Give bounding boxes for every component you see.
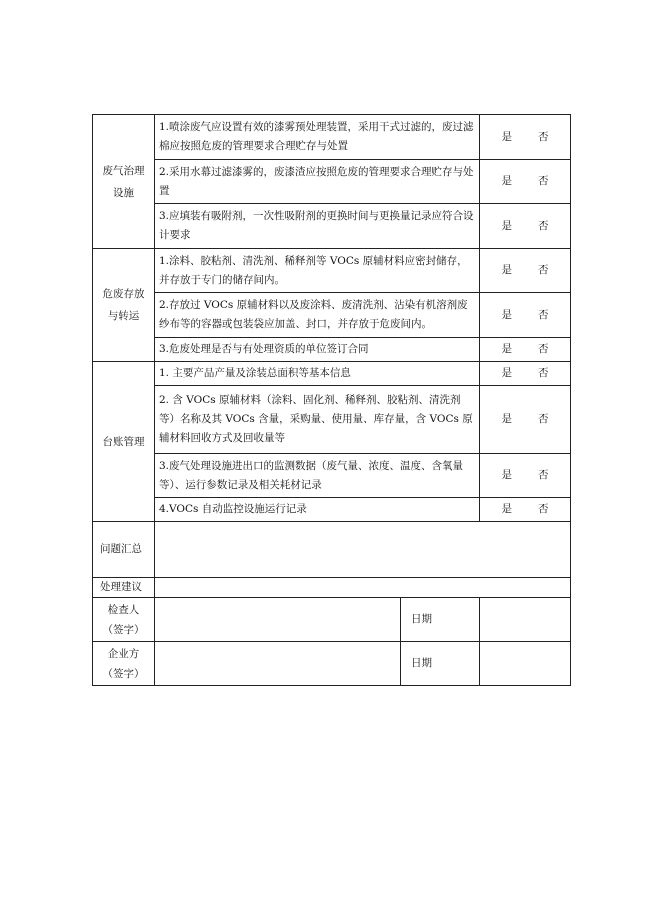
- category-exhaust-treatment: 废气治理 设施: [93, 115, 155, 249]
- suggestion-field[interactable]: [155, 578, 571, 598]
- yes-no-choice[interactable]: [480, 454, 571, 498]
- yes-no-choice[interactable]: [480, 249, 571, 293]
- inspector-date-field[interactable]: [480, 598, 571, 642]
- no-option[interactable]: 否: [538, 413, 549, 425]
- no-option[interactable]: 否: [538, 219, 549, 232]
- no-option[interactable]: 否: [538, 367, 549, 379]
- summary-label: 问题汇总: [93, 522, 155, 578]
- yes-option[interactable]: 是: [501, 130, 512, 143]
- check-item: 3.危废处理是否与有处理资质的单位签订合同: [155, 338, 480, 362]
- yes-option[interactable]: 是: [501, 175, 512, 187]
- inspector-label: 检查人 （签字）: [93, 598, 155, 642]
- yes-no-choice[interactable]: [480, 204, 571, 249]
- enterprise-signature-field[interactable]: [155, 642, 401, 686]
- summary-field[interactable]: [155, 522, 571, 578]
- inspector-date-label: 日期: [401, 598, 480, 642]
- no-option[interactable]: 否: [538, 130, 549, 143]
- enterprise-date-label: 日期: [401, 642, 480, 686]
- yes-option[interactable]: 是: [501, 343, 512, 355]
- no-option[interactable]: 否: [538, 175, 549, 187]
- no-option[interactable]: 否: [538, 343, 549, 355]
- no-option[interactable]: 否: [538, 308, 549, 321]
- check-item: 1.喷涂废气应设置有效的漆雾预处理装置，采用干式过滤的，废过滤棉应按照危废的管理要求合理贮存与处置: [155, 115, 480, 160]
- no-option[interactable]: 否: [538, 469, 549, 481]
- yes-no-choice[interactable]: [480, 115, 571, 160]
- yes-no-choice[interactable]: [480, 386, 571, 454]
- yes-no-choice[interactable]: [480, 498, 571, 522]
- check-item: 3.废气处理设施进出口的监测数据（废气量、浓度、温度、含氧量等）、运行参数记录及相关耗材记录: [155, 454, 480, 498]
- no-option[interactable]: 否: [538, 264, 549, 276]
- check-item: 1. 主要产品产量及涂装总面积等基本信息: [155, 362, 480, 386]
- check-item: 1.涂料、胶粘剂、清洗剂、稀释剂等 VOCs 原辅材料应密封储存，并存放于专门的储存间内。: [155, 249, 480, 293]
- category-hazardous-waste: 危废存放 与转运: [93, 249, 155, 362]
- yes-option[interactable]: 是: [501, 264, 512, 276]
- inspector-signature-field[interactable]: [155, 598, 401, 642]
- yes-option[interactable]: 是: [501, 308, 512, 321]
- enterprise-date-field[interactable]: [480, 642, 571, 686]
- yes-no-choice[interactable]: [480, 338, 571, 362]
- yes-no-choice[interactable]: [480, 362, 571, 386]
- enterprise-label: 企业方 （签字）: [93, 642, 155, 686]
- check-item: 4.VOCs 自动监控设施运行记录: [155, 498, 480, 522]
- yes-option[interactable]: 是: [501, 413, 512, 425]
- check-item: 2.存放过 VOCs 原辅材料以及废涂料、废清洗剂、沾染有机溶剂废纱布等的容器或包装袋应加盖、封口，并存放于危废间内。: [155, 293, 480, 338]
- category-ledger-management: 台账管理: [93, 362, 155, 522]
- yes-no-choice[interactable]: [480, 293, 571, 338]
- check-item: 2. 含 VOCs 原辅材料（涂料、固化剂、稀释剂、胶粘剂、清洗剂等）名称及其 VOCs 含量，采购量、使用量、库存量，含 VOCs 原辅材料回收方式及回收量等: [155, 386, 480, 454]
- yes-option[interactable]: 是: [501, 503, 512, 515]
- inspection-table: [92, 114, 571, 686]
- no-option[interactable]: 否: [538, 503, 549, 515]
- yes-option[interactable]: 是: [501, 219, 512, 232]
- check-item: 3.应填装有吸附剂，一次性吸附剂的更换时间与更换量记录应符合设计要求: [155, 204, 480, 249]
- yes-no-choice[interactable]: [480, 160, 571, 204]
- yes-option[interactable]: 是: [501, 367, 512, 379]
- check-item: 2.采用水幕过滤漆雾的，废漆渣应按照危废的管理要求合理贮存与处置: [155, 160, 480, 204]
- yes-option[interactable]: 是: [501, 469, 512, 481]
- suggestion-label: 处理建议: [93, 578, 155, 598]
